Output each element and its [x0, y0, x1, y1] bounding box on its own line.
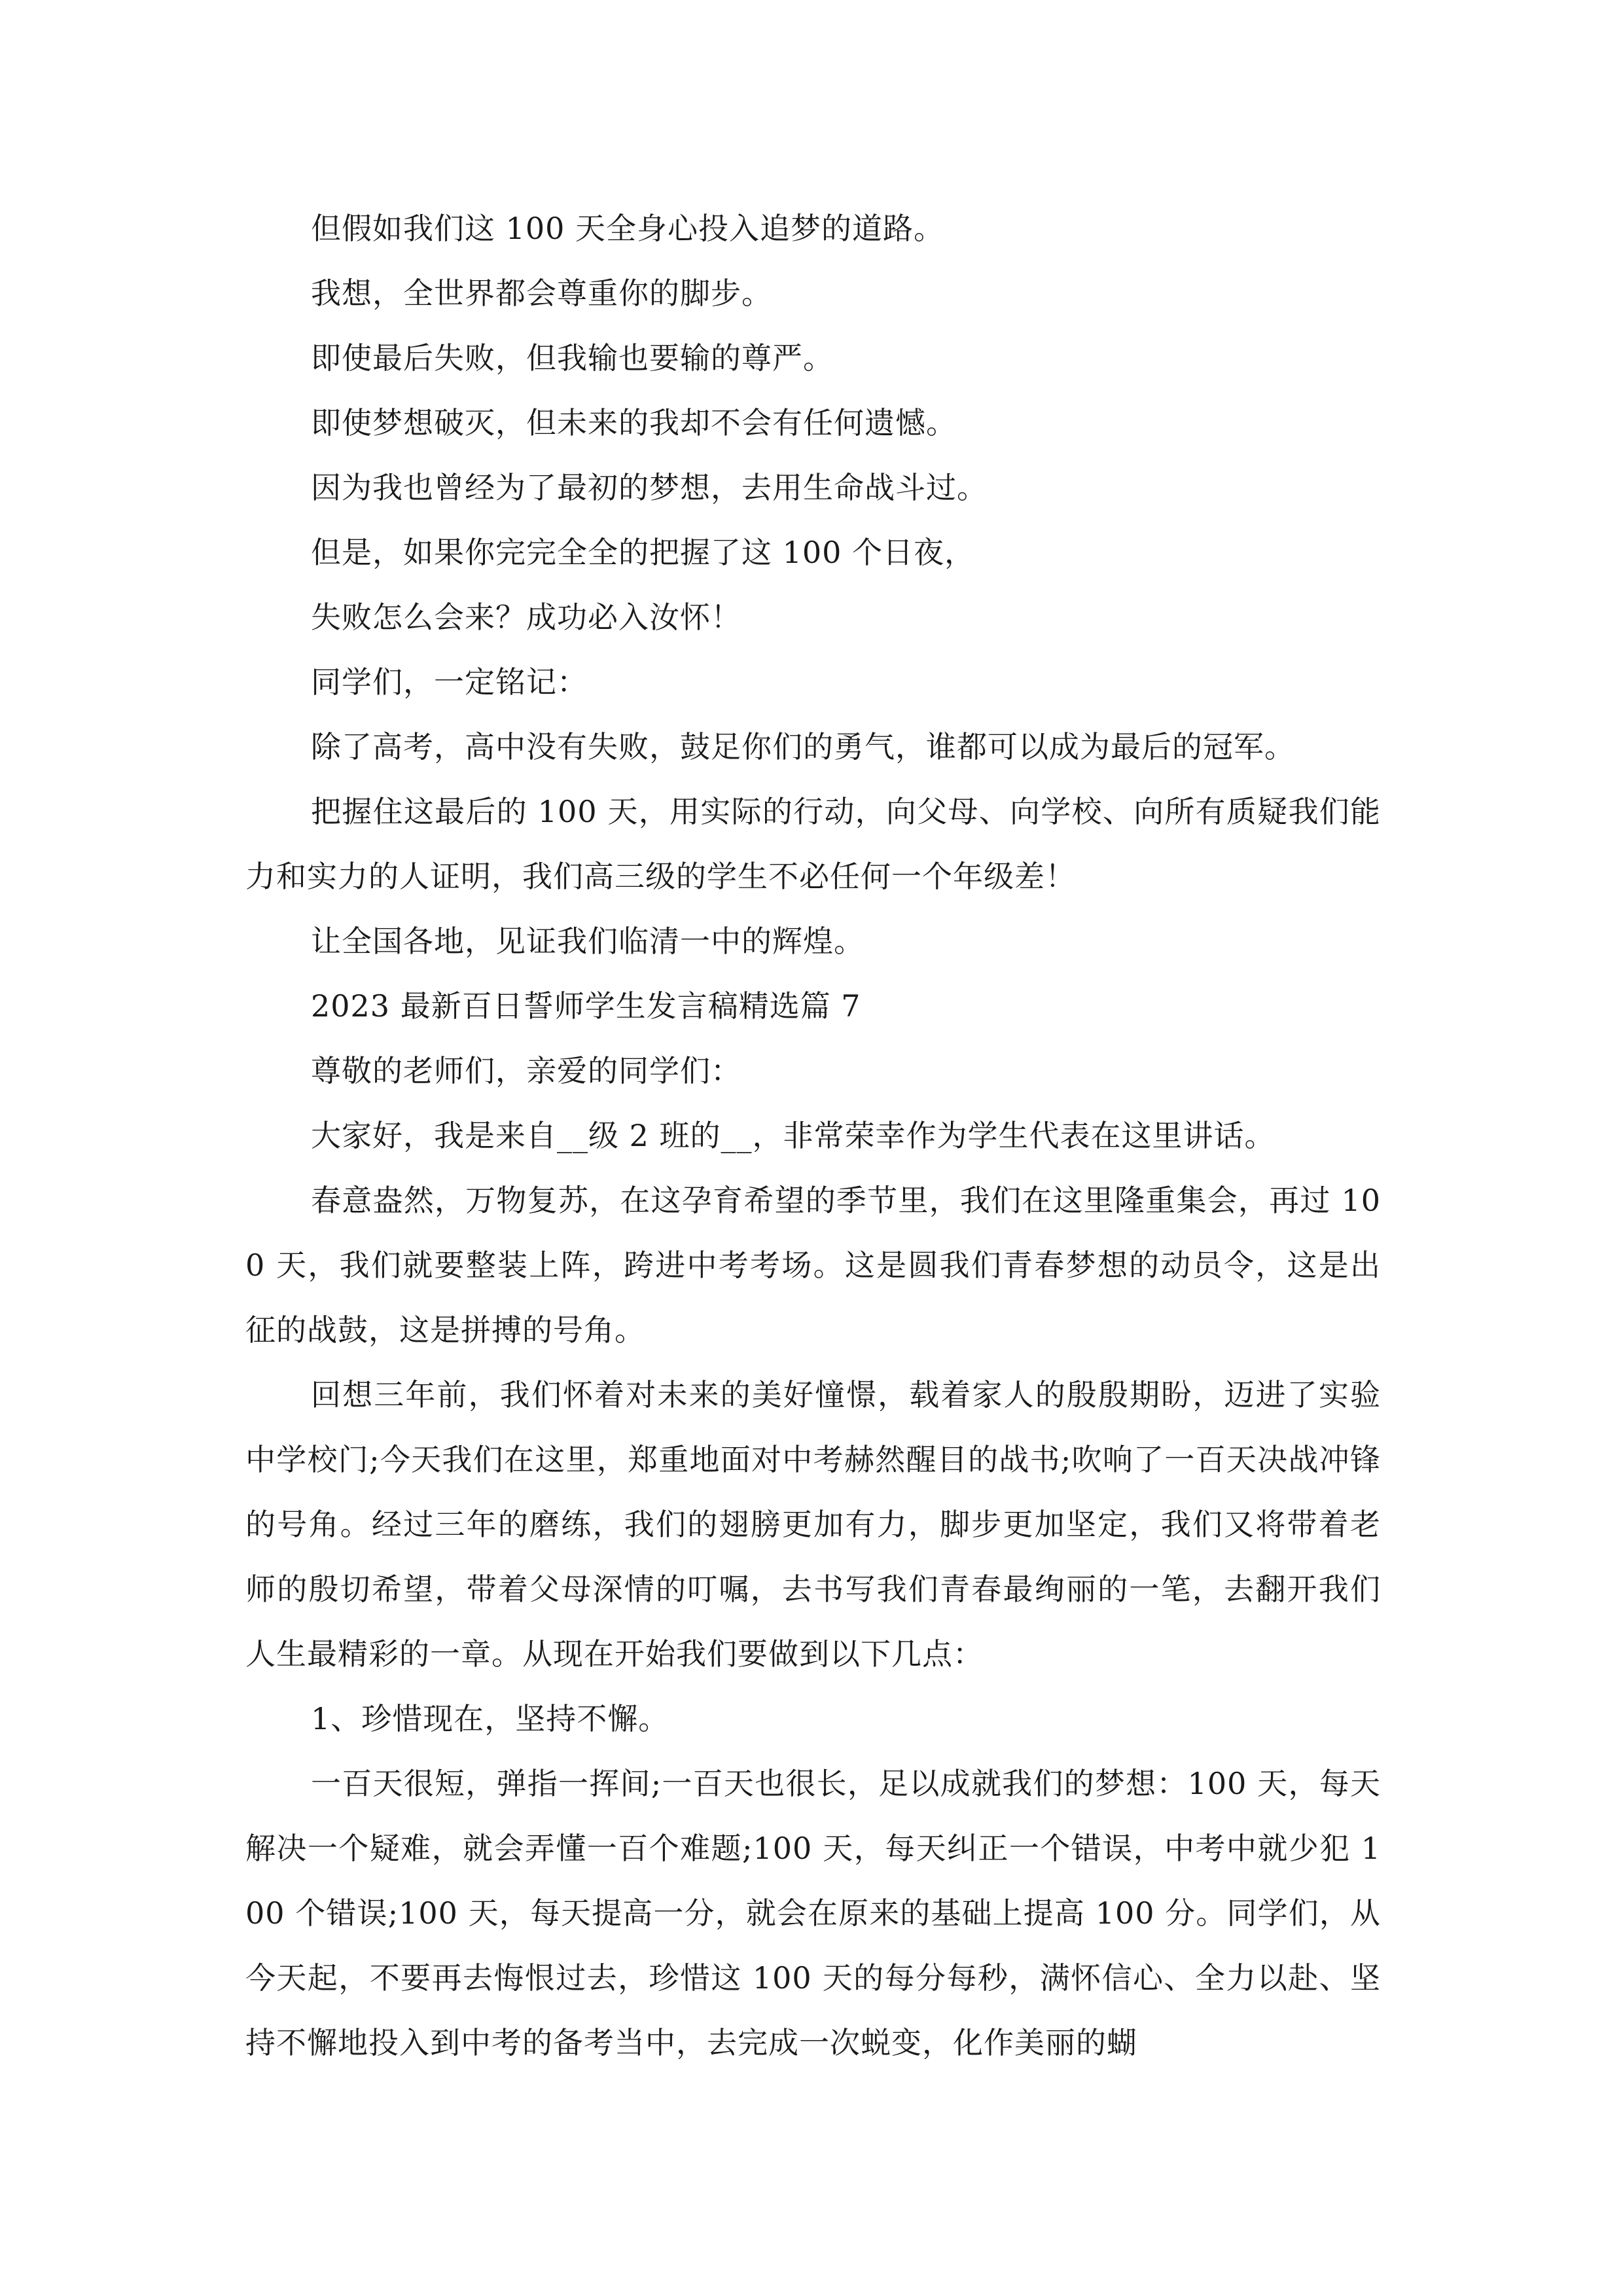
paragraph: 即使梦想破灭，但未来的我却不会有任何遗憾。: [311, 405, 957, 440]
document-body: [245, 196, 1381, 2075]
paragraph: 回想三年前，我们怀着对未来的美好憧憬，载着家人的殷殷期盼，迈进了实验中学校门;今天我们在这里，郑重地面对中考赫然醒目的战书;吹响了一百天决战冲锋的号角。经过三年的磨练，我们的翅膀更加有力，脚步更加坚定，我们又将带着老师的殷切希望，带着父母深情的叮嘱，去书写我们青春最绚丽的一笔，去翻开我们人生最精彩的一章。从现在开始我们要做到以下几点：: [245, 1377, 1381, 1672]
paragraph: 一百天很短，弹指一挥间;一百天也很长，足以成就我们的梦想：100 天，每天解决一个疑难，就会弄懂一百个难题;100 天，每天纠正一个错误，中考中就少犯 100 个错误;100 天，每天提高一分，就会在原来的基础上提高 100 分。同学们，从今天起，不要再去悔恨过去，珍惜这 100 天的每分每秒，满怀信心、全力以赴、坚持不懈地投入到中考的备考当中，去完成一次蜕变，化作美丽的蝴: [245, 1766, 1381, 2060]
paragraph: 我想，全世界都会尊重你的脚步。: [311, 276, 772, 311]
paragraph: 但是，如果你完完全全的把握了这 100 个日夜，: [311, 535, 976, 570]
paragraph: 大家好，我是来自__级 2 班的__，非常荣幸作为学生代表在这里讲话。: [311, 1118, 1275, 1153]
paragraph: 失败怎么会来？成功必入汝怀！: [311, 600, 741, 635]
paragraph: 同学们，一定铭记：: [311, 664, 588, 700]
paragraph: 但假如我们这 100 天全身心投入追梦的道路。: [311, 211, 945, 246]
salutation: 尊敬的老师们，亲爱的同学们：: [311, 1053, 741, 1088]
paragraph: 因为我也曾经为了最初的梦想，去用生命战斗过。: [311, 470, 988, 505]
paragraph: 除了高考，高中没有失败，鼓足你们的勇气，谁都可以成为最后的冠军。: [311, 729, 1295, 764]
section-heading: 2023 最新百日誓师学生发言稿精选篇 7: [311, 988, 861, 1024]
list-point-heading: 1、珍惜现在，坚持不懈。: [311, 1701, 669, 1736]
paragraph: 让全国各地，见证我们临清一中的辉煌。: [311, 924, 865, 959]
paragraph: 春意盎然，万物复苏，在这孕育希望的季节里，我们在这里隆重集会，再过 100 天，我们就要整装上阵，跨进中考考场。这是圆我们青春梦想的动员令，这是出征的战鼓，这是拼搏的号角。: [245, 1183, 1381, 1348]
paragraph: 把握住这最后的 100 天，用实际的行动，向父母、向学校、向所有质疑我们能力和实力的人证明，我们高三级的学生不必任何一个年级差！: [245, 794, 1381, 894]
paragraph: 即使最后失败，但我输也要输的尊严。: [311, 340, 834, 376]
